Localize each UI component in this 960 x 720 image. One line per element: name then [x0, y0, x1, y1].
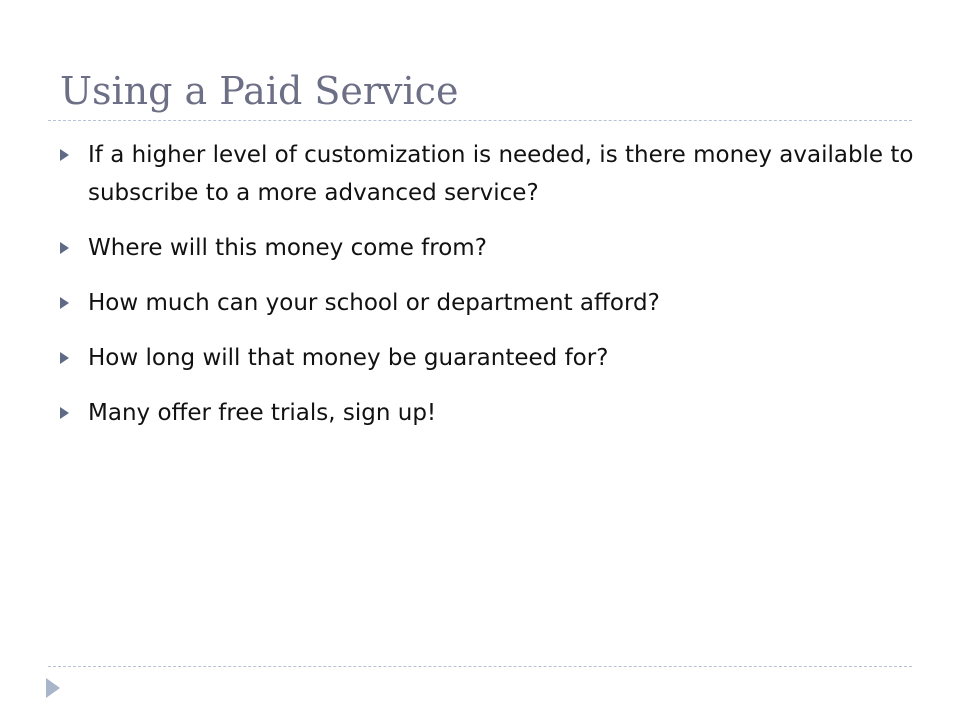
bullet-item: [60, 284, 920, 322]
bullet-text: Many offer free trials, sign up!: [88, 400, 437, 426]
triangle-right-icon: [60, 149, 69, 161]
triangle-right-icon: [60, 242, 69, 254]
slide-title: Using a Paid Service: [60, 69, 459, 113]
bullet-list: [60, 136, 920, 449]
bullet-text: How long will that money be guaranteed for?: [88, 345, 609, 371]
bullet-text: If a higher level of customization is needed, is there money available to subscribe to a more advanced service?: [88, 142, 914, 206]
bullet-item: [60, 339, 920, 377]
triangle-right-icon: [60, 297, 69, 309]
triangle-right-icon: [60, 352, 69, 364]
bullet-item: [60, 394, 920, 432]
bullet-item: [60, 136, 920, 212]
bullet-text: How much can your school or department afford?: [88, 290, 660, 316]
footer-divider: [48, 666, 912, 667]
bullet-text: Where will this money come from?: [88, 235, 487, 261]
next-slide-arrow-icon[interactable]: [46, 678, 60, 698]
title-divider: [48, 120, 912, 121]
triangle-right-icon: [60, 407, 69, 419]
bullet-item: [60, 229, 920, 267]
